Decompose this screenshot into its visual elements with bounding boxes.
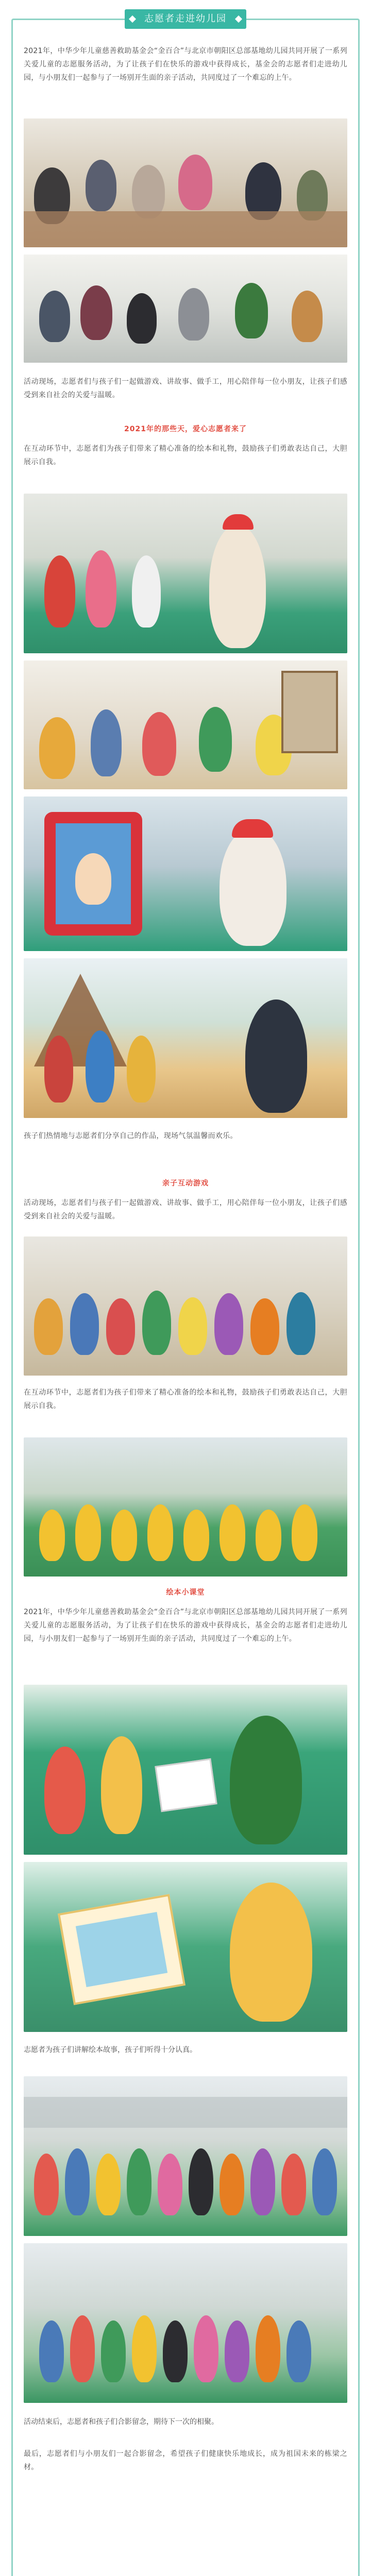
photo-outdoor-reading (24, 958, 347, 1118)
paragraph-books: 2021年，中华少年儿童慈善救助基金会“金百合”与北京市朝阳区总部基地幼儿园共同开展了一系列关爱儿童的志愿服务活动，为了让孩子们在快乐的游戏中获得成长，基金会的志愿者们走进幼儿园，与小朋友们一起参与了一场别开生面的亲子活动，共同度过了一个难忘的上午。 (24, 1608, 347, 1643)
photo-lawn-kids (24, 1437, 347, 1577)
photo-book-closeup (24, 1862, 347, 2032)
paragraph-farewell: 最后，志愿者们与小朋友们一起合影留念，希望孩子们健康快乐地成长，成为祖国未来的栋梁之材。 (24, 2450, 347, 2471)
photo-group-steps-2 (24, 2243, 347, 2403)
paragraph-sharing: 孩子们热情地与志愿者们分享自己的作品，现场气氛温馨而欢乐。 (24, 1132, 238, 1140)
caption-book-reading: 志愿者为孩子们讲解绘本故事，孩子们听得十分认真。 (24, 2046, 197, 2054)
photo-group-seated (24, 255, 347, 363)
photo-classroom-games (24, 660, 347, 789)
photo-red-frame-play (24, 796, 347, 951)
intro-paragraph: 2021年，中华少年儿童慈善救助基金会“金百合”与北京市朝阳区总部基地幼儿园共同开展了一系列关爱儿童的志愿服务活动，为了让孩子们在快乐的游戏中获得成长，基金会的志愿者们走进幼儿园，与小朋友们一起参与了一场别开生面的亲子活动，共同度过了一个难忘的上午。 (24, 47, 347, 82)
article-title-tab: 志愿者走进幼儿园 (125, 9, 246, 29)
paragraph-photo-note: 在互动环节中，志愿者们为孩子们带来了精心准备的绘本和礼物，鼓励孩子们勇敢表达自己，大胆展示自我。 (24, 1388, 347, 1410)
section-heading-games: 亲子互动游戏 (162, 1179, 209, 1188)
paragraph-interaction: 在互动环节中，志愿者们为孩子们带来了精心准备的绘本和礼物，鼓励孩子们勇敢表达自己，大胆展示自我。 (24, 445, 347, 466)
photo-group-steps (24, 2076, 347, 2236)
section-heading-books: 绘本小课堂 (166, 1588, 205, 1597)
section-heading-volunteers: 2021年的那些天，爱心志愿者来了 (124, 425, 247, 433)
photo-reading-mats (24, 1685, 347, 1855)
photo-kids-masks (24, 494, 347, 653)
photo-meeting-table (24, 118, 347, 247)
photo-classroom-group (24, 1236, 347, 1376)
paragraph-games-intro: 活动现场，志愿者们与孩子们一起做游戏、讲故事、做手工，用心陪伴每一位小朋友，让孩子们感受到来自社会的关爱与温暖。 (24, 1199, 347, 1221)
caption-group-photo: 活动结束后，志愿者和孩子们合影留念，期待下一次的相聚。 (24, 2418, 218, 2426)
paragraph-activity: 活动现场，志愿者们与孩子们一起做游戏、讲故事、做手工，用心陪伴每一位小朋友，让孩子们感受到来自社会的关爱与温暖。 (24, 378, 347, 399)
